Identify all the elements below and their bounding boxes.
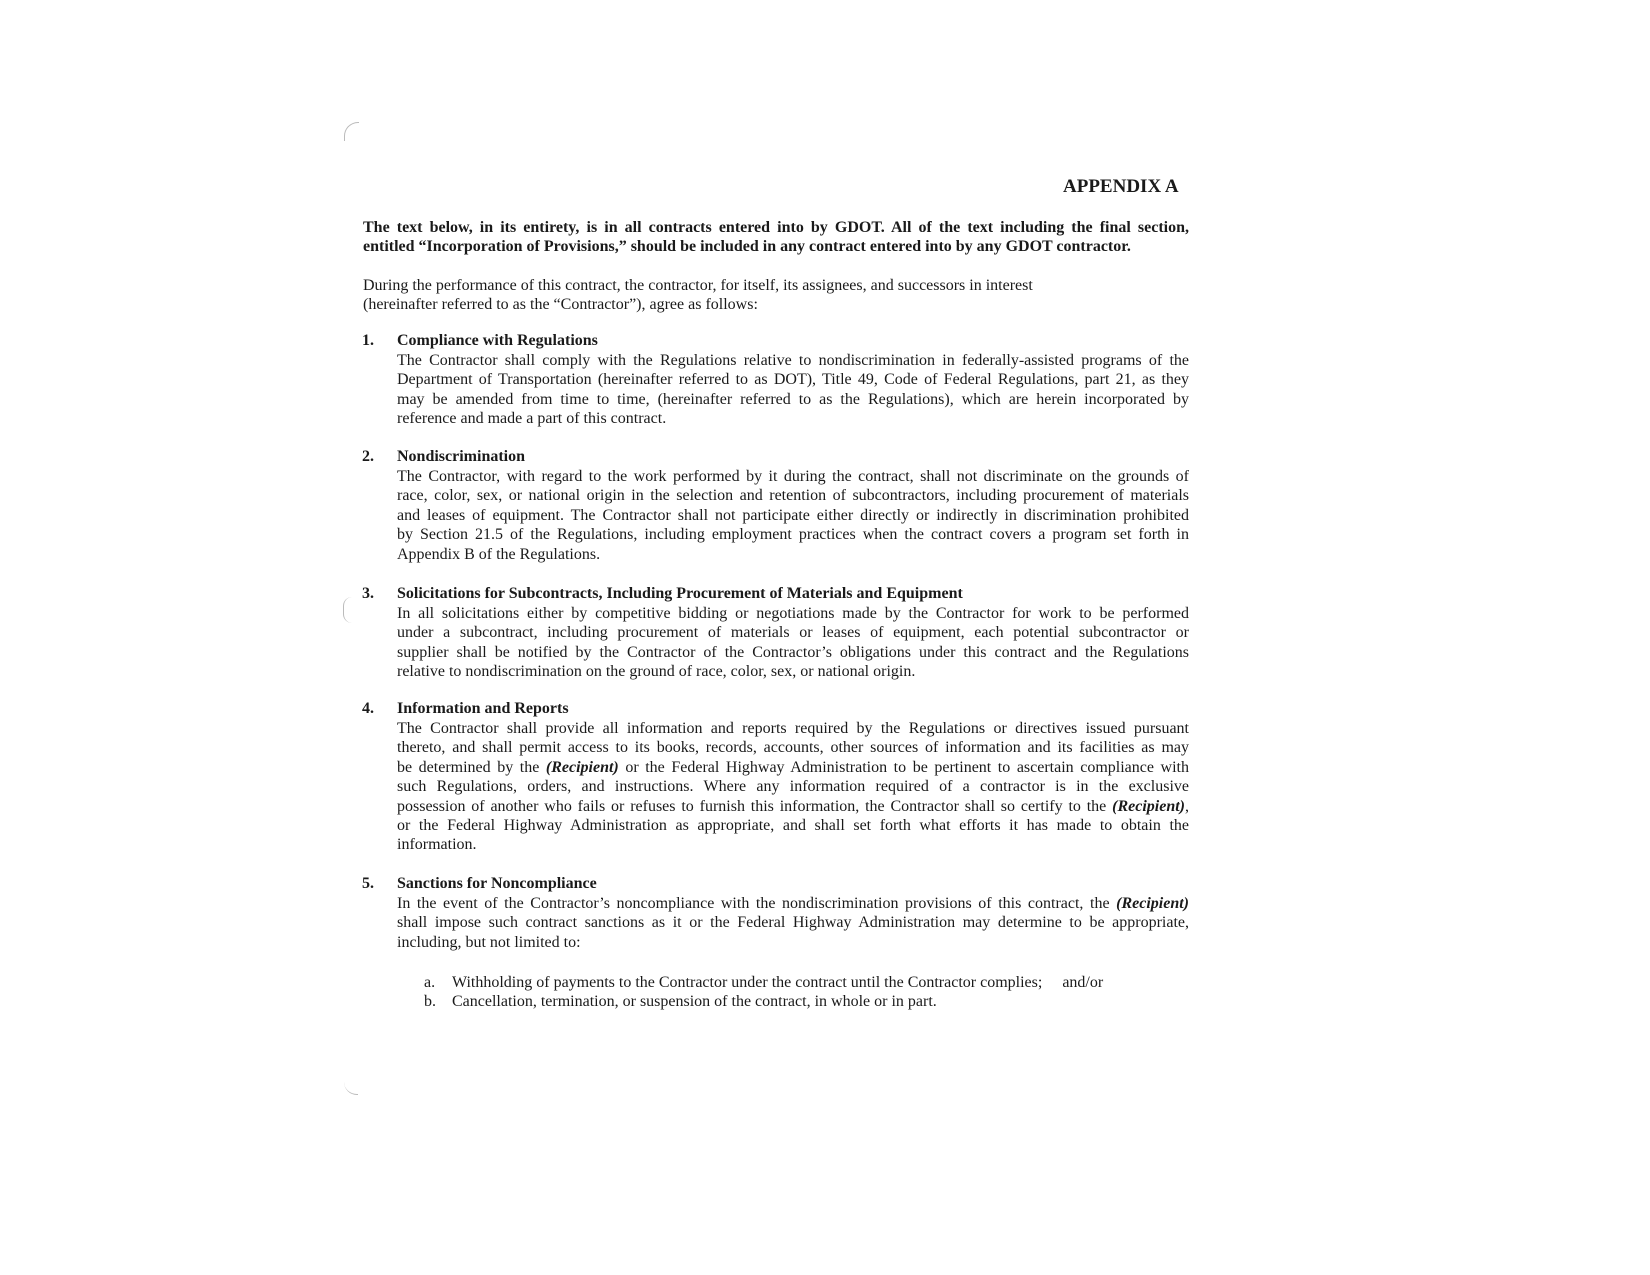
section-heading: Information and Reports bbox=[397, 700, 569, 717]
line-text: The Contractor shall comply with the Regulations relative to nondiscrimination in federally-assisted programs of the bbox=[397, 352, 1189, 369]
section-line bbox=[397, 545, 1189, 564]
recipient-placeholder: (Recipient) bbox=[1112, 797, 1185, 815]
section-line bbox=[397, 777, 1189, 796]
section bbox=[397, 699, 1189, 855]
section-line bbox=[397, 409, 1189, 428]
section-line bbox=[397, 758, 1189, 777]
section-heading: Compliance with Regulations bbox=[397, 332, 598, 349]
section-number: 3. bbox=[362, 585, 374, 602]
section-line bbox=[397, 738, 1189, 757]
section-line bbox=[397, 351, 1189, 370]
preamble-line: (hereinafter referred to as the “Contractor”), agree as follows: bbox=[363, 296, 758, 314]
sanction-letter: b. bbox=[424, 993, 436, 1011]
intro-line: entitled “Incorporation of Provisions,” should be included in any contract entered into by any GDOT contractor. bbox=[363, 238, 1131, 256]
line-text: race, color, sex, or national origin in the selection and retention of subcontractors, including procurement of materials bbox=[397, 487, 1189, 505]
line-text: reference and made a part of this contract. bbox=[397, 410, 667, 428]
section-line bbox=[397, 486, 1189, 505]
sanction-item bbox=[424, 992, 1184, 1011]
sanction-letter: a. bbox=[424, 974, 436, 991]
section-number: 2. bbox=[362, 448, 374, 465]
page-title: APPENDIX A bbox=[1063, 176, 1179, 197]
line-text: or the Federal Highway Administration to be pertinent to ascertain compliance with bbox=[618, 758, 1189, 776]
section-line bbox=[397, 390, 1189, 409]
section bbox=[397, 874, 1189, 952]
section-line bbox=[397, 933, 1189, 952]
sanction-text: Cancellation, termination, or suspension of the contract, in whole or in part. bbox=[452, 993, 937, 1011]
sanction-suffix: and/or bbox=[1062, 974, 1104, 991]
section-line bbox=[397, 816, 1189, 835]
section-line bbox=[397, 604, 1189, 623]
scan-mark bbox=[343, 597, 352, 623]
section-line bbox=[397, 835, 1189, 854]
preamble-line: During the performance of this contract, the contractor, for itself, its assignees, and successors in interest bbox=[363, 277, 1033, 294]
line-text: Department of Transportation (hereinafter referred to as DOT), Title 49, Code of Federal Regulations, part 21, as they bbox=[397, 371, 1189, 389]
section-line bbox=[397, 719, 1189, 738]
section-line bbox=[397, 797, 1189, 816]
line-text: be determined by the bbox=[397, 758, 546, 776]
scan-mark bbox=[344, 122, 359, 141]
section-line bbox=[397, 525, 1189, 544]
section-heading: Solicitations for Subcontracts, Including Procurement of Materials and Equipment bbox=[397, 585, 963, 602]
line-text: including, but not limited to: bbox=[397, 933, 581, 951]
line-text: under a subcontract, including procurement of materials or leases of equipment, each potential subcontractor or bbox=[397, 624, 1189, 642]
section-line bbox=[397, 467, 1189, 486]
section-line bbox=[397, 662, 1189, 681]
section-number: 5. bbox=[362, 875, 374, 892]
section-line bbox=[397, 643, 1189, 662]
scan-mark bbox=[344, 1082, 358, 1095]
section-line bbox=[397, 623, 1189, 642]
section-line bbox=[397, 370, 1189, 389]
section-line bbox=[397, 913, 1189, 932]
recipient-placeholder: (Recipient) bbox=[545, 758, 619, 776]
line-text: shall impose such contract sanctions as it or the Federal Highway Administration may determine to be appropriate, bbox=[397, 914, 1189, 932]
line-text: relative to nondiscrimination on the ground of race, color, sex, or national origin. bbox=[397, 663, 916, 681]
section-number: 1. bbox=[362, 332, 374, 349]
section bbox=[397, 331, 1189, 429]
line-text: or the Federal Highway Administration as appropriate, and shall set forth what efforts it has made to obtain the bbox=[397, 816, 1189, 834]
line-text: , bbox=[1185, 797, 1189, 815]
line-text: thereto, and shall permit access to its books, records, accounts, other sources of information and its facilities as may bbox=[397, 739, 1189, 757]
section-line bbox=[397, 506, 1189, 525]
line-text: and leases of equipment. The Contractor shall not participate either directly or indirectly in discrimination prohibited bbox=[397, 506, 1189, 524]
line-text: possession of another who fails or refuses to furnish this information, the Contractor shall so certify to the bbox=[397, 797, 1113, 815]
section bbox=[397, 447, 1189, 564]
section bbox=[397, 584, 1189, 682]
line-text: The Contractor shall provide all information and reports required by the Regulations or directives issued pursuant bbox=[397, 720, 1189, 737]
section-number: 4. bbox=[362, 700, 374, 717]
recipient-placeholder: (Recipient) bbox=[1116, 895, 1189, 912]
line-text: In the event of the Contractor’s noncompliance with the nondiscrimination provisions of this contract, the bbox=[397, 895, 1117, 912]
sanction-text: Withholding of payments to the Contractor under the contract until the Contractor complies; bbox=[452, 974, 1043, 991]
section-heading: Sanctions for Noncompliance bbox=[397, 875, 597, 892]
preamble bbox=[363, 276, 1189, 315]
line-text: by Section 21.5 of the Regulations, including employment practices when the contract covers a program set forth in bbox=[397, 526, 1189, 544]
line-text: such Regulations, orders, and instructions. Where any information required of a contractor is in the exclusive bbox=[397, 778, 1189, 796]
intro-line: The text below, in its entirety, is in all contracts entered into by GDOT. All of the text including the final section, bbox=[363, 219, 1189, 236]
line-text: In all solicitations either by competitive bidding or negotiations made by the Contractor for work to be performed bbox=[397, 605, 1189, 622]
sanctions-list bbox=[424, 973, 1184, 1012]
section-line bbox=[397, 894, 1189, 913]
intro-notice bbox=[363, 218, 1189, 257]
line-text: Appendix B of the Regulations. bbox=[397, 545, 601, 563]
sanction-item bbox=[424, 973, 1184, 992]
line-text: may be amended from time to time, (hereinafter referred to as the Regulations), which are herein incorporated by bbox=[397, 390, 1189, 408]
section-heading: Nondiscrimination bbox=[397, 448, 526, 465]
line-text: supplier shall be notified by the Contractor of the Contractor’s obligations under this contract and the Regulations bbox=[397, 643, 1189, 661]
line-text: The Contractor, with regard to the work performed by it during the contract, shall not discriminate on the grounds of bbox=[397, 468, 1189, 485]
line-text: information. bbox=[397, 836, 477, 854]
